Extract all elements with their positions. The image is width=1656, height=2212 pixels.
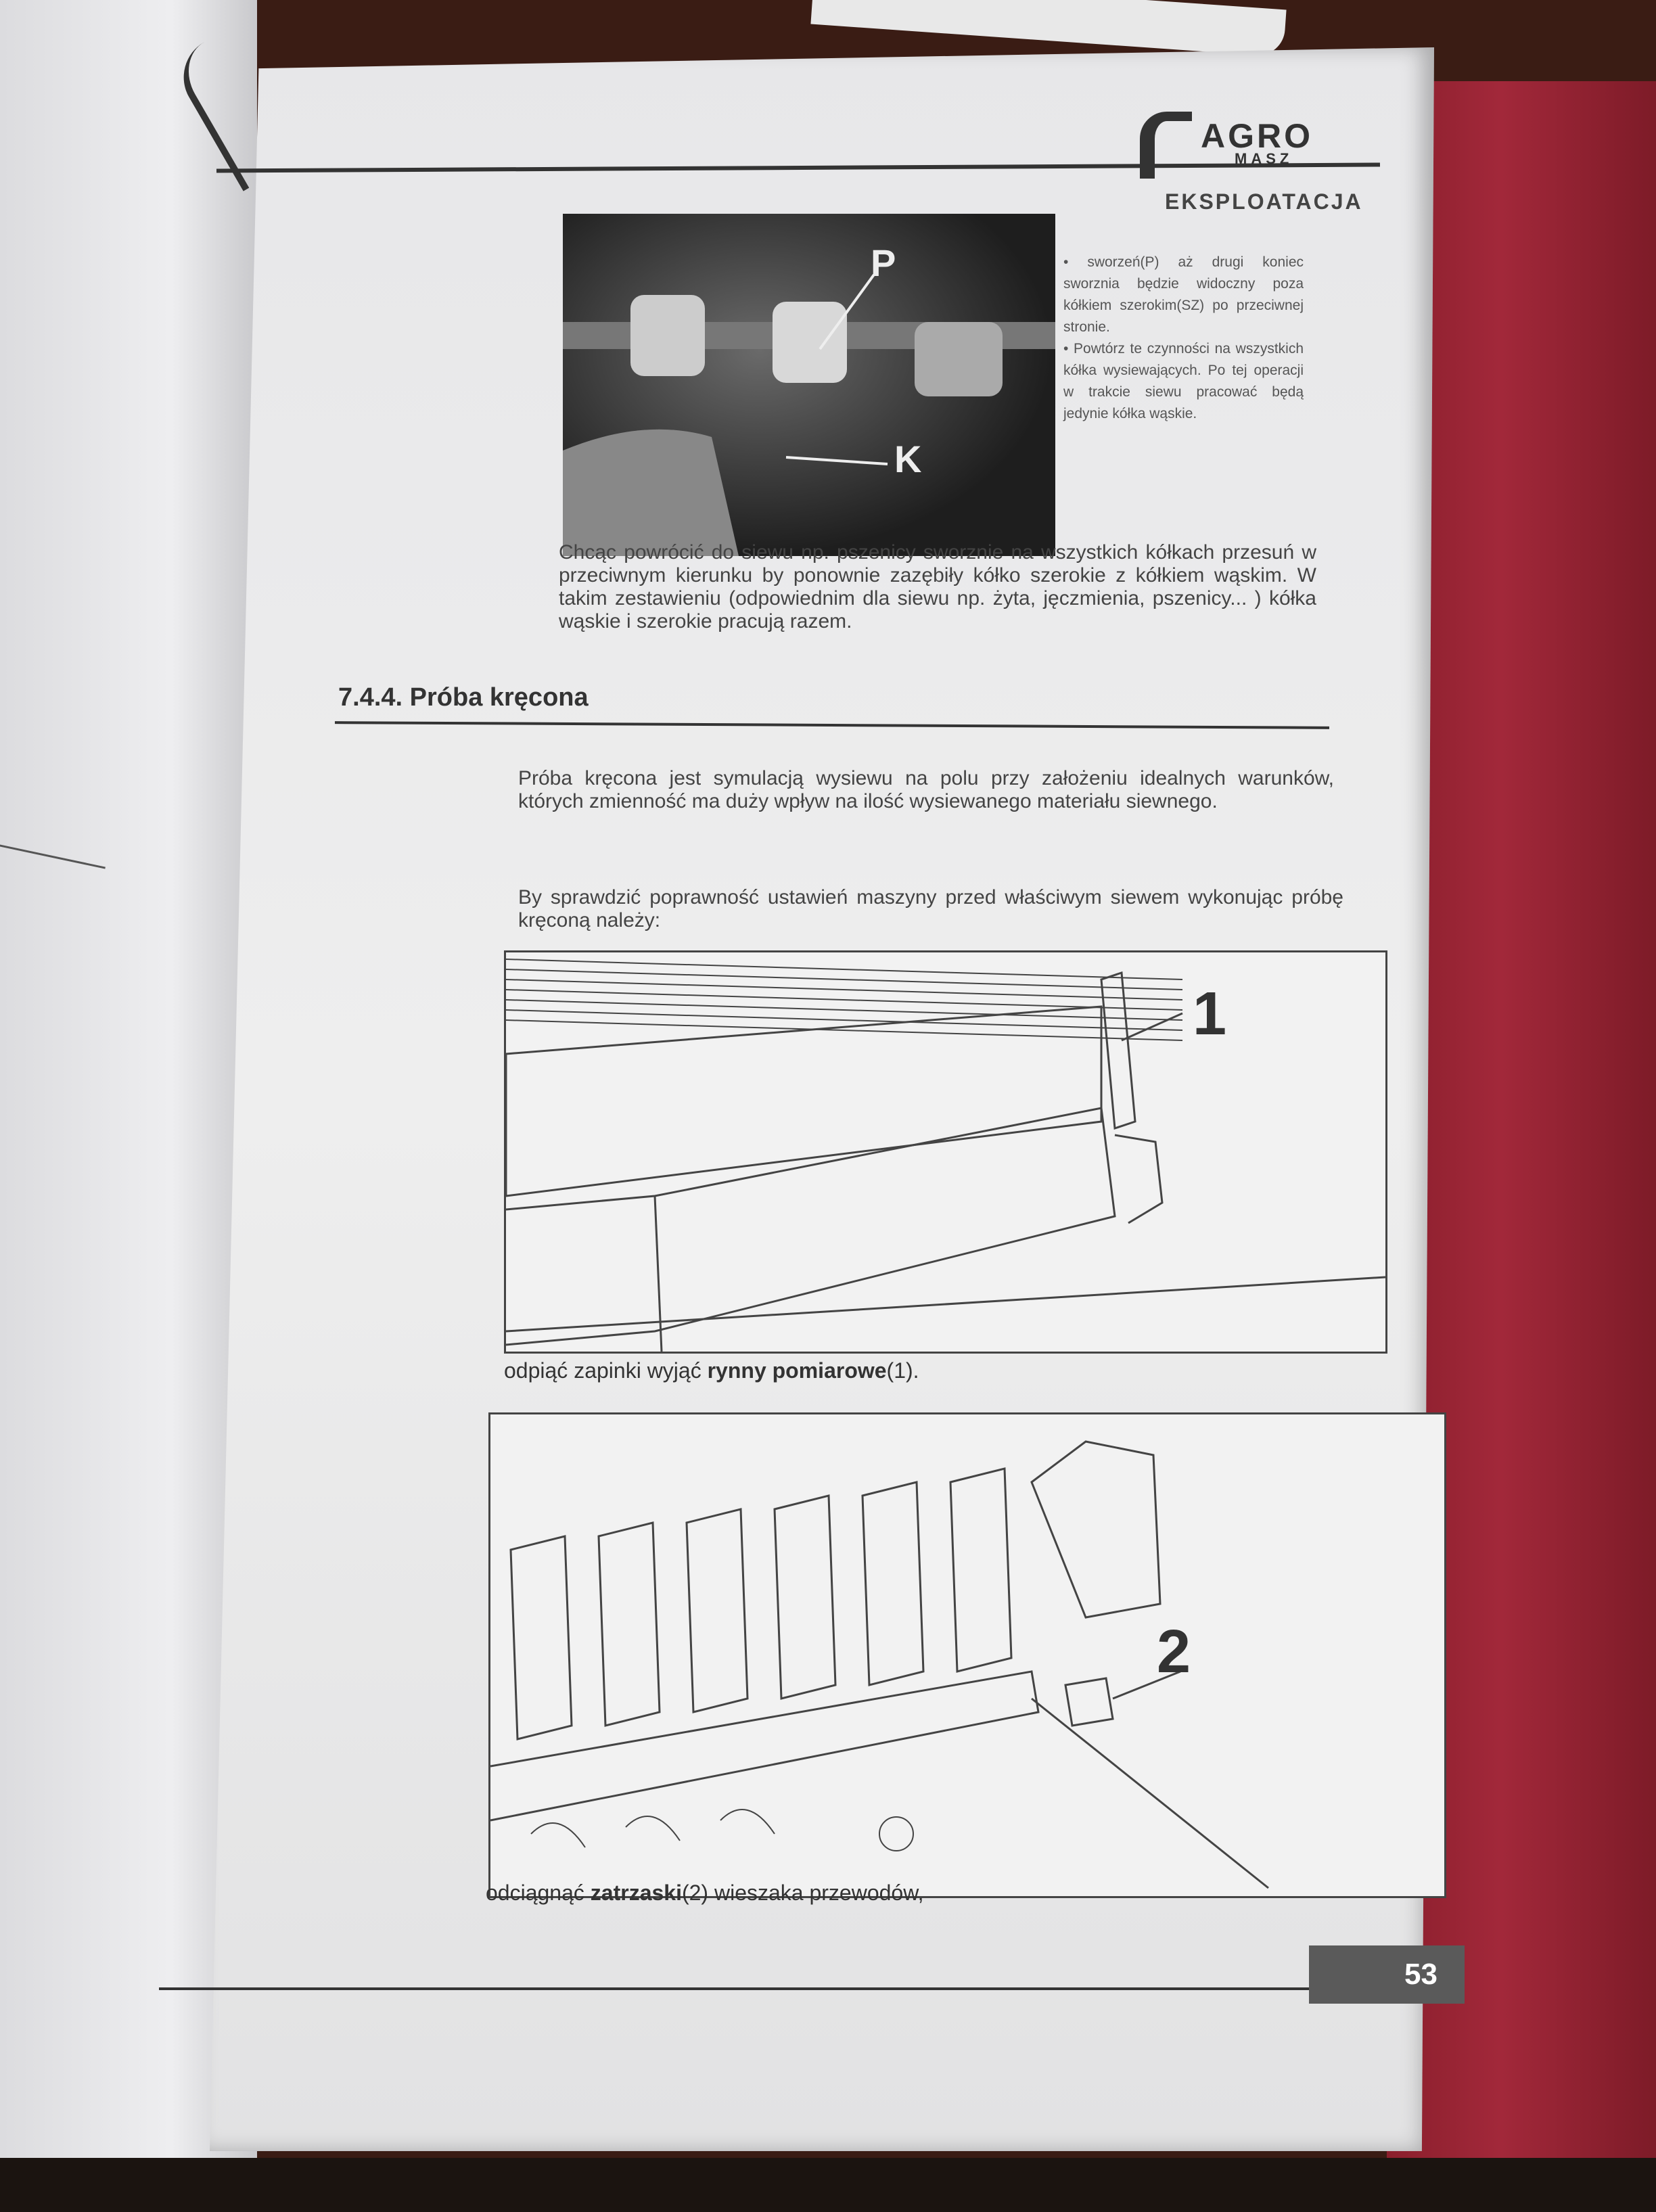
section-label: EKSPLOATACJA [1165, 189, 1363, 214]
paper-edge [810, 0, 1286, 57]
agromasz-logo [1133, 108, 1377, 172]
table-surface [0, 2158, 1656, 2212]
figure-1-caption: odpiąć zapinki wyjąć rynny pomiarowe(1). [504, 1358, 919, 1383]
paragraph-check: By sprawdzić poprawność ustawień maszyny przed właściwym siewem wykonując próbę kręconą należy: [518, 886, 1343, 931]
figure-1-number: 1 [1193, 980, 1227, 1048]
logo-subtext: MASZ [1235, 150, 1293, 167]
figure-1-measuring-trays [504, 950, 1387, 1354]
photo-illustration [563, 214, 1055, 556]
figure-2-number: 2 [1157, 1618, 1191, 1686]
bullet-item: • Powtórz te czynności na wszystkich kółka wysiewających. Po tej operacji w trakcie siewu pracować będą jedynie kółka wąskie. [1063, 341, 1304, 421]
paragraph-intro: Próba kręcona jest symulacją wysiewu na polu przy założeniu idealnych warunków, których zmienność ma duży wpływ na ilość wysiewanego materiału siewnego. [518, 767, 1334, 812]
label-k: K [894, 438, 922, 480]
side-text [1063, 252, 1304, 425]
figure-2-caption: odciągnąć zatrzaski(2) wieszaka przewodów, [486, 1881, 924, 1905]
bullet-item: • sworzeń(P) aż drugi koniec sworznia będzie widoczny poza kółkiem szerokim(SZ) po przeciwnej stronie. [1063, 254, 1304, 335]
footer-rule [159, 1987, 1309, 1990]
figure-1-drawing [506, 952, 1385, 1352]
section-heading: 7.4.4. Próba kręcona [338, 683, 589, 712]
figure-2-hose-hanger [488, 1412, 1446, 1898]
logo-text: AGRO [1201, 117, 1313, 155]
figure-2-drawing [490, 1414, 1444, 1896]
paragraph-return: Chcąc powrócić do siewu np. pszenicy sworznie na wszystkich kółkach przesuń w przeciwnym kierunku by ponownie zazębiły kółko szerokie z kółkiem wąskim. W takim zestawieniu (odpowiednim dla siewu np. żyta, jęczmienia, pszenicy... ) kółka wąskie i szerokie pracują razem. [559, 541, 1316, 632]
seed-wheel-photo [563, 214, 1055, 556]
label-p: P [871, 241, 896, 284]
page-number: 53 [1309, 1945, 1465, 2004]
